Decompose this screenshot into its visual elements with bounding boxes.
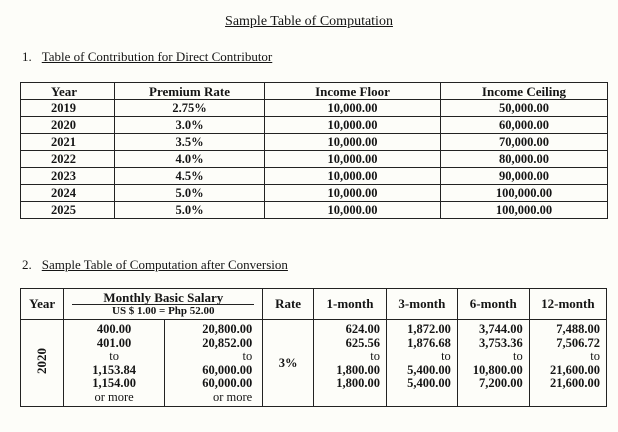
m6-value: 7,200.00 xyxy=(478,376,523,390)
cell-3-month xyxy=(386,320,457,407)
header-income-ceiling: Income Ceiling xyxy=(441,83,608,100)
section-1-heading xyxy=(22,49,272,65)
cell-income-floor: 10,000.00 xyxy=(265,168,441,185)
cell-income-ceiling: 50,000.00 xyxy=(441,100,608,117)
section-2-title: Sample Table of Computation after Conversion xyxy=(41,257,288,272)
table-header-row xyxy=(21,83,608,100)
m1-value: 1,800.00 xyxy=(336,376,380,390)
cell-premium-rate: 5.0% xyxy=(115,185,265,202)
header-rate: Rate xyxy=(263,289,314,320)
cell-year: 2023 xyxy=(21,168,115,185)
php-value: 60,000.00 xyxy=(202,376,253,390)
cell-premium-rate: 4.0% xyxy=(115,151,265,168)
php-value: 60,000.00 xyxy=(202,362,253,377)
cell-income-floor: 10,000.00 xyxy=(265,185,441,202)
section-2-number: 2. xyxy=(22,257,32,272)
m12-value: 21,600.00 xyxy=(550,376,600,390)
cell-income-ceiling: 80,000.00 xyxy=(441,151,608,168)
section-1-number: 1. xyxy=(22,49,32,64)
cell-year: 2024 xyxy=(21,185,115,202)
cell-premium-rate: 3.5% xyxy=(115,134,265,151)
m6-value: 3,744.00 xyxy=(478,322,523,336)
cell-year: 2022 xyxy=(21,151,115,168)
cell-12-month xyxy=(529,320,606,407)
table-row xyxy=(21,117,608,134)
cell-usd-salary xyxy=(64,320,164,407)
usd-to: to xyxy=(109,349,119,363)
header-1-month: 1-month xyxy=(313,289,386,320)
m3-value: 5,400.00 xyxy=(407,362,451,377)
cell-php-salary xyxy=(164,320,262,407)
cell-year: 2019 xyxy=(21,100,115,117)
page-title: Sample Table of Computation xyxy=(225,14,393,29)
cell-premium-rate: 4.5% xyxy=(115,168,265,185)
php-to: to xyxy=(242,349,253,363)
cell-rate: 3% xyxy=(263,320,314,407)
cell-income-ceiling: 90,000.00 xyxy=(441,168,608,185)
cell-income-floor: 10,000.00 xyxy=(265,134,441,151)
cell-premium-rate: 5.0% xyxy=(115,202,265,219)
header-6-month: 6-month xyxy=(457,289,529,320)
m12-value: 7,506.72 xyxy=(556,335,600,350)
contribution-table xyxy=(20,82,608,219)
php-value: 20,852.00 xyxy=(202,335,253,350)
conversion-table xyxy=(20,288,607,407)
cell-premium-rate: 3.0% xyxy=(115,117,265,134)
header-12-month: 12-month xyxy=(529,289,606,320)
usd-value: 401.00 xyxy=(96,335,132,350)
php-or-more: or more xyxy=(212,389,253,404)
cell-income-floor: 10,000.00 xyxy=(265,151,441,168)
m1-to: to xyxy=(370,349,380,363)
table-header-row xyxy=(21,289,607,320)
cell-income-floor: 10,000.00 xyxy=(265,117,441,134)
header-premium-rate: Premium Rate xyxy=(115,83,265,100)
m3-value: 1,872.00 xyxy=(407,322,451,336)
usd-value: 400.00 xyxy=(96,322,132,336)
m12-to: to xyxy=(590,349,600,363)
cell-income-floor: 10,000.00 xyxy=(265,202,441,219)
cell-income-ceiling: 100,000.00 xyxy=(441,202,608,219)
m6-to: to xyxy=(513,349,523,363)
year-vertical-label: 2020 xyxy=(34,348,50,374)
table-row xyxy=(21,134,608,151)
m1-value: 1,800.00 xyxy=(336,362,380,377)
cell-year: 2020 xyxy=(21,117,115,134)
cell-6-month xyxy=(457,320,529,407)
table-row xyxy=(21,320,607,407)
table-row xyxy=(21,100,608,117)
header-year: Year xyxy=(21,83,115,100)
header-3-month: 3-month xyxy=(386,289,457,320)
section-1-title: Table of Contribution for Direct Contributor xyxy=(41,49,273,64)
usd-or-more: or more xyxy=(94,389,134,404)
m3-to: to xyxy=(441,349,451,363)
cell-income-ceiling: 60,000.00 xyxy=(441,117,608,134)
m3-value: 1,876.68 xyxy=(407,335,451,350)
cell-year: 2025 xyxy=(21,202,115,219)
m6-value: 3,753.36 xyxy=(478,335,523,350)
m1-value: 624.00 xyxy=(345,322,380,336)
cell-income-ceiling: 100,000.00 xyxy=(441,185,608,202)
header-monthly-basic-salary xyxy=(64,289,263,320)
m1-value: 625.56 xyxy=(345,335,380,350)
table-row xyxy=(21,202,608,219)
conversion-rate: US $ 1.00 = Php 52.00 xyxy=(72,304,254,318)
table-row xyxy=(21,168,608,185)
cell-income-floor: 10,000.00 xyxy=(265,100,441,117)
php-value: 20,800.00 xyxy=(202,322,253,336)
usd-value: 1,154.00 xyxy=(92,376,136,390)
section-2-heading xyxy=(22,257,288,273)
salary-title: Monthly Basic Salary xyxy=(103,289,224,305)
m3-value: 5,400.00 xyxy=(407,376,451,390)
cell-year: 2021 xyxy=(21,134,115,151)
table-row xyxy=(21,151,608,168)
cell-premium-rate: 2.75% xyxy=(115,100,265,117)
cell-1-month xyxy=(313,320,386,407)
cell-income-ceiling: 70,000.00 xyxy=(441,134,608,151)
table-row xyxy=(21,185,608,202)
cell-year xyxy=(21,320,64,407)
m6-value: 10,800.00 xyxy=(472,362,523,377)
usd-value: 1,153.84 xyxy=(92,362,136,377)
header-year: Year xyxy=(21,289,64,320)
m12-value: 7,488.00 xyxy=(556,322,600,336)
header-income-floor: Income Floor xyxy=(265,83,441,100)
m12-value: 21,600.00 xyxy=(550,362,600,377)
